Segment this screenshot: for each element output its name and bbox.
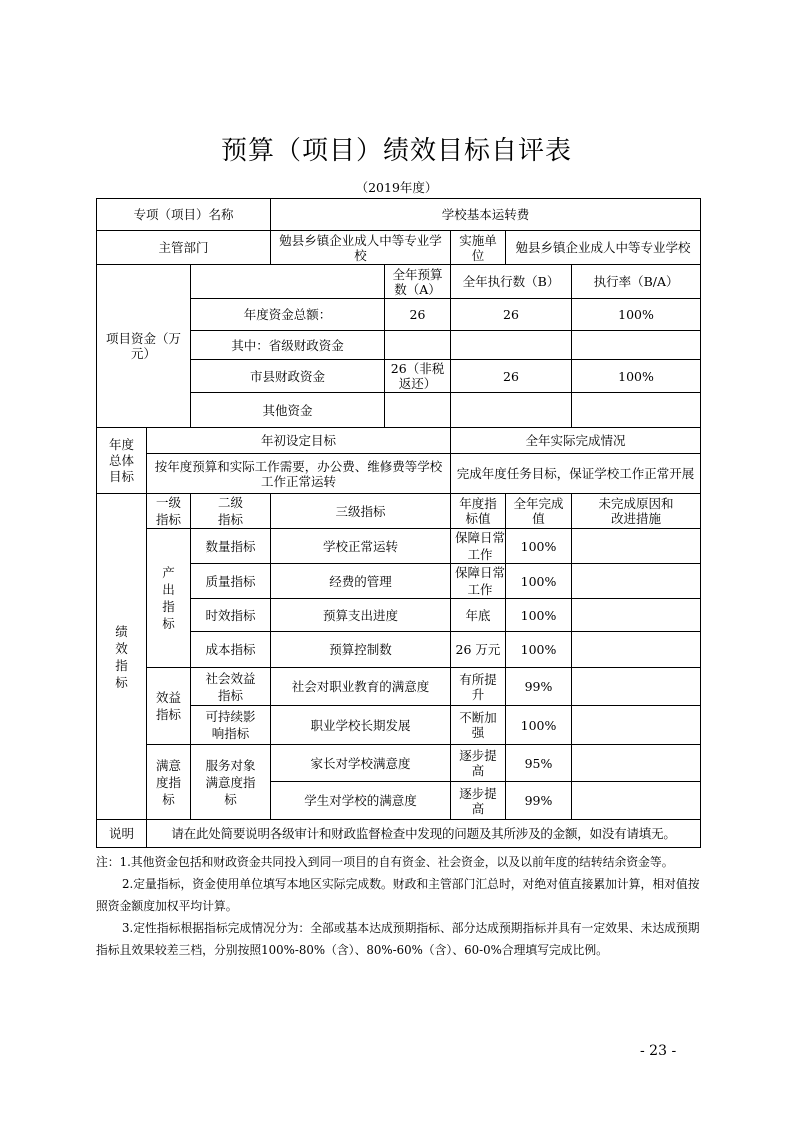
ind-done: 100% <box>506 632 572 668</box>
ind-reason <box>572 668 701 706</box>
ind-group-satisfaction: 满意度指标 <box>147 745 191 820</box>
funds-row-rate: 100% <box>572 360 701 393</box>
page-number: - 23 - <box>640 1043 677 1059</box>
ind-head-l1: 一级指标 <box>147 494 191 529</box>
ind-head-reason: 未完成原因和改进措施 <box>572 494 701 529</box>
funds-row-rate <box>572 393 701 428</box>
ind-reason <box>572 529 701 564</box>
ind-reason <box>572 632 701 668</box>
ind-value: 保障日常工作 <box>451 564 506 599</box>
funds-label: 项目资金（万元） <box>97 265 191 428</box>
ind-l2: 社会效益指标 <box>191 668 271 706</box>
funds-row-exec: 26 <box>451 360 572 393</box>
ind-done: 95% <box>506 745 572 782</box>
note-1: 注：1.其他资金包括和财政资金共同投入到同一项目的自有资金、社会资金，以及以前年度的结转结余资金等。 <box>96 855 674 869</box>
ind-value: 不断加强 <box>451 706 506 745</box>
ind-value: 保障日常工作 <box>451 529 506 564</box>
notes <box>96 851 706 961</box>
ind-reason <box>572 782 701 820</box>
ind-head-value: 年度指标值 <box>451 494 506 529</box>
funds-row-exec: 26 <box>451 299 572 331</box>
ind-l2: 成本指标 <box>191 632 271 668</box>
ind-l3: 职业学校长期发展 <box>271 706 451 745</box>
goal-set-head: 年初设定目标 <box>147 428 451 454</box>
note-2: 2.定量指标，资金使用单位填写本地区实际完成数。财政和主管部门汇总时，对绝对值直接累加计算，相对值按照资金额度加权平均计算。 <box>96 877 700 913</box>
ind-head-done: 全年完成值 <box>506 494 572 529</box>
ind-value: 逐步提高 <box>451 782 506 820</box>
ind-done: 100% <box>506 564 572 599</box>
funds-row-rate <box>572 331 701 360</box>
funds-row-budget: 26（非税返还） <box>385 360 451 393</box>
ind-l2: 服务对象满意度指标 <box>191 745 271 820</box>
goal-done-text: 完成年度任务目标，保证学校工作正常开展 <box>451 454 701 494</box>
ind-value: 年底 <box>451 599 506 632</box>
funds-head-budget: 全年预算数（A） <box>385 265 451 299</box>
ind-group-benefit: 效益指标 <box>147 668 191 745</box>
ind-head-l3: 三级指标 <box>271 494 451 529</box>
funds-row-budget: 26 <box>385 299 451 331</box>
impl-unit-label: 实施单位 <box>451 231 506 265</box>
funds-head-blank <box>191 265 385 299</box>
ind-value: 逐步提高 <box>451 745 506 782</box>
goal-done-head: 全年实际完成情况 <box>451 428 701 454</box>
indicators-label: 绩效指标 <box>97 494 147 820</box>
ind-reason <box>572 745 701 782</box>
ind-head-l2: 二级指标 <box>191 494 271 529</box>
ind-l3: 家长对学校满意度 <box>271 745 451 782</box>
funds-row-name: 其他资金 <box>191 393 385 428</box>
explain-label: 说明 <box>97 820 147 848</box>
ind-value: 26 万元 <box>451 632 506 668</box>
ind-reason <box>572 706 701 745</box>
ind-l2: 质量指标 <box>191 564 271 599</box>
note-3: 3.定性指标根据指标完成情况分为：全部或基本达成预期指标、部分达成预期指标并具有一定效果、未达成预期指标且效果较差三档，分别按照100%-80%（含）、80%-60%（含）、60-0%合理填写完成比例。 <box>96 921 700 957</box>
project-name-value: 学校基本运转费 <box>271 199 701 231</box>
funds-row-name: 市县财政资金 <box>191 360 385 393</box>
funds-head-exec: 全年执行数（B） <box>451 265 572 299</box>
ind-l3: 学校正常运转 <box>271 529 451 564</box>
funds-row-budget <box>385 393 451 428</box>
self-evaluation-table <box>96 198 701 848</box>
funds-row-name: 其中：省级财政资金 <box>191 331 385 360</box>
page-title: 预算（项目）绩效目标自评表 <box>220 136 572 166</box>
impl-unit-value: 勉县乡镇企业成人中等专业学校 <box>506 231 701 265</box>
funds-row-exec <box>451 393 572 428</box>
funds-row-exec <box>451 331 572 360</box>
funds-head-rate: 执行率（B/A） <box>572 265 701 299</box>
dept-value: 勉县乡镇企业成人中等专业学校 <box>271 231 451 265</box>
ind-reason <box>572 599 701 632</box>
funds-row-budget <box>385 331 451 360</box>
ind-l2: 时效指标 <box>191 599 271 632</box>
annual-goal-label: 年度总体目标 <box>97 428 147 494</box>
ind-done: 100% <box>506 529 572 564</box>
explain-text: 请在此处简要说明各级审计和财政监督检查中发现的问题及其所涉及的金额，如没有请填无。 <box>147 820 701 848</box>
ind-l3: 学生对学校的满意度 <box>271 782 451 820</box>
ind-value: 有所提升 <box>451 668 506 706</box>
ind-l3: 社会对职业教育的满意度 <box>271 668 451 706</box>
year-subtitle: （2019年度） <box>355 180 438 195</box>
ind-l3: 经费的管理 <box>271 564 451 599</box>
dept-label: 主管部门 <box>97 231 271 265</box>
goal-set-text: 按年度预算和实际工作需要，办公费、维修费等学校工作正常运转 <box>147 454 451 494</box>
ind-l2: 可持续影响指标 <box>191 706 271 745</box>
ind-l3: 预算支出进度 <box>271 599 451 632</box>
ind-l3: 预算控制数 <box>271 632 451 668</box>
ind-done: 100% <box>506 599 572 632</box>
ind-reason <box>572 564 701 599</box>
ind-l2: 数量指标 <box>191 529 271 564</box>
ind-done: 100% <box>506 706 572 745</box>
ind-done: 99% <box>506 668 572 706</box>
ind-done: 99% <box>506 782 572 820</box>
project-name-label: 专项（项目）名称 <box>97 199 271 231</box>
funds-row-name: 年度资金总额： <box>191 299 385 331</box>
funds-row-rate: 100% <box>572 299 701 331</box>
ind-group-output: 产出指标 <box>147 529 191 668</box>
